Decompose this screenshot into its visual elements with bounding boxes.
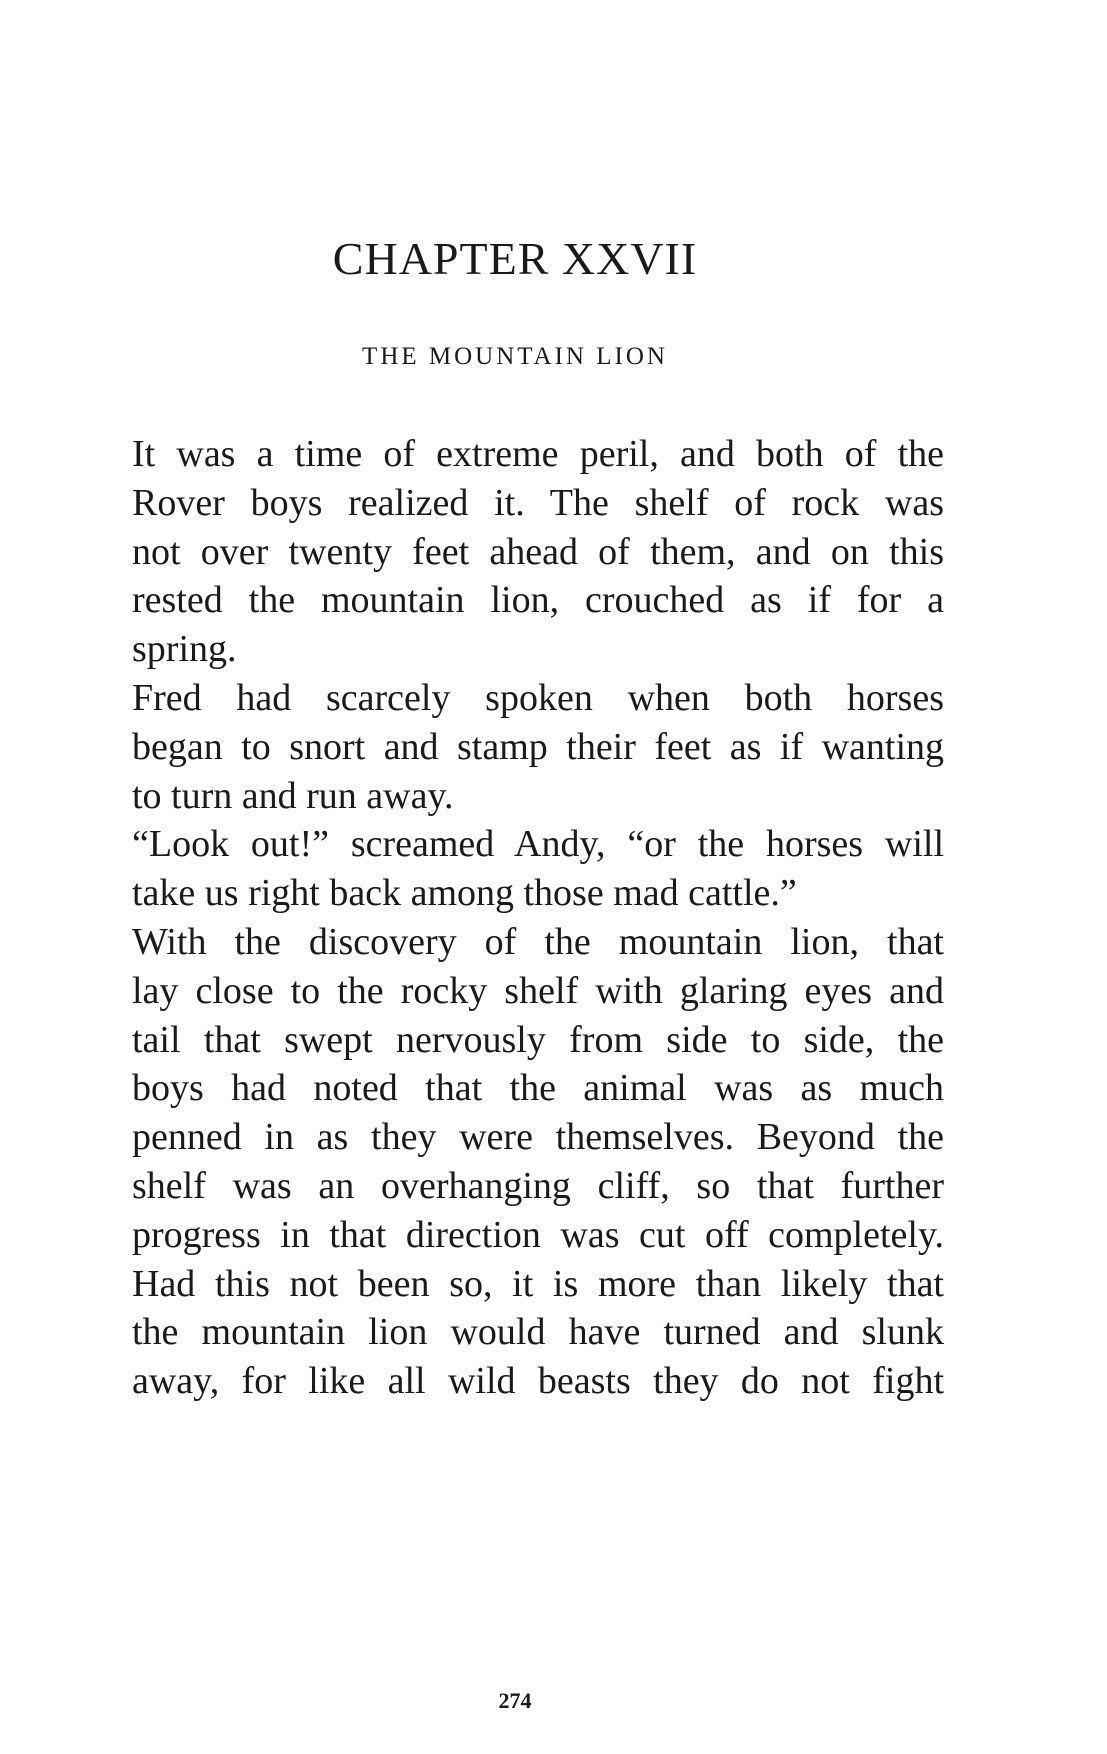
- text-line: to turn and run away.: [132, 774, 454, 817]
- text-line: tail that swept nervously from side to side, the: [132, 1018, 944, 1061]
- text-line: penned in as they were themselves. Beyond the: [132, 1116, 944, 1159]
- text-line: It was a time of extreme peril, and both of the: [132, 433, 944, 475]
- text-line: rested the mountain lion, crouched as if for a: [132, 579, 944, 622]
- paragraph-2: [92, 674, 944, 820]
- text-line: Fred had scarcely spoken when both horses: [132, 676, 944, 719]
- text-line: progress in that direction was cut off completely.: [132, 1213, 944, 1256]
- paragraph-1: [92, 430, 944, 674]
- text-line: spring.: [132, 628, 237, 671]
- page-number: 274: [498, 1688, 532, 1713]
- text-line: away, for like all wild beasts they do not fight: [132, 1360, 944, 1403]
- chapter-title: CHAPTER XXVII: [332, 233, 698, 284]
- text-line: lay close to the rocky shelf with glaring eyes and: [132, 969, 944, 1012]
- text-line: boys had noted that the animal was as much: [132, 1067, 944, 1110]
- text-line: Rover boys realized it. The shelf of rock was: [132, 481, 944, 524]
- text-line: take us right back among those mad cattle.”: [132, 872, 797, 915]
- text-line: began to snort and stamp their feet as if wanting: [132, 725, 944, 768]
- text-line: Had this not been so, it is more than likely that: [132, 1262, 944, 1305]
- text-line: not over twenty feet ahead of them, and on this: [132, 530, 944, 573]
- text-line: the mountain lion would have turned and slunk: [132, 1311, 944, 1354]
- text-line: shelf was an overhanging cliff, so that further: [132, 1164, 944, 1207]
- paragraph-3: [92, 820, 944, 918]
- body-text: [92, 430, 944, 1406]
- paragraph-4: [92, 918, 944, 1406]
- text-line: “Look out!” screamed Andy, “or the horses will: [132, 823, 944, 866]
- text-line: With the discovery of the mountain lion, that: [132, 920, 944, 963]
- chapter-subtitle: THE MOUNTAIN LION: [362, 343, 668, 370]
